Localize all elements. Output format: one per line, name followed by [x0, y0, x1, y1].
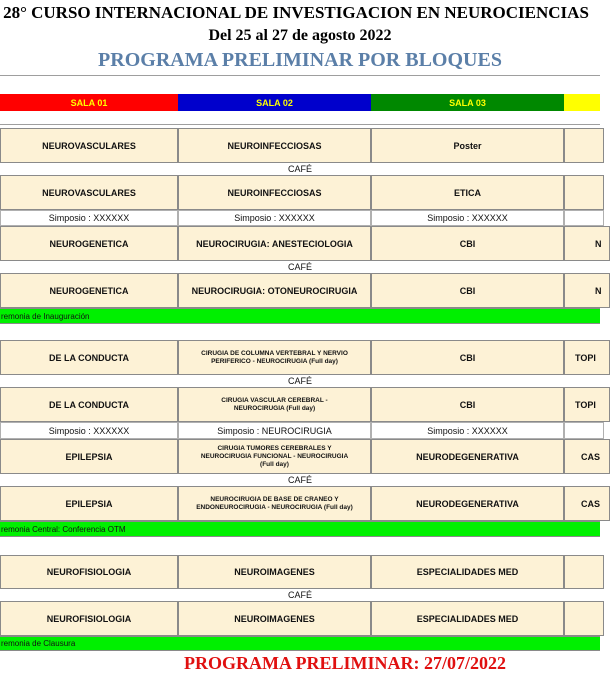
session-d2-b2-s2: CIRUGIA VASCULAR CEREBRAL - NEUROCIRUGIA (Full day) [178, 387, 371, 422]
session-d1-b1-s1: NEUROVASCULARES [0, 128, 178, 163]
event-dates: Del 25 al 27 de agosto 2022 [208, 27, 392, 44]
session-d1-b4-s3: CBI [371, 273, 564, 308]
coffee-break: CAFÉ [287, 262, 312, 272]
room-header-3: SALA 03 [371, 94, 564, 111]
symposium-d2-s3: Simposio : XXXXXX [371, 422, 564, 439]
session-d3-b2-s1: NEUROFISIOLOGIA [0, 601, 178, 636]
session-d1-b3-s2: NEUROCIRUGIA: ANESTECIOLOGIA [178, 226, 371, 261]
day-separator [0, 537, 600, 555]
session-d1-b3-s3: CBI [371, 226, 564, 261]
room-header-2: SALA 02 [178, 94, 371, 111]
session-d2-b2-s4: TOPI [564, 387, 610, 422]
session-d1-b2-s4 [564, 175, 604, 210]
symposium-d2-s1: Simposio : XXXXXX [0, 422, 178, 439]
symposium-d2-s2: Simposio : NEUROCIRUGIA [178, 422, 371, 439]
coffee-break: CAFÉ [287, 475, 312, 485]
session-d3-b2-s2: NEUROIMAGENES [178, 601, 371, 636]
ceremony-central: remonia Central: Conferencia OTM [0, 521, 600, 537]
session-d1-b1-s4 [564, 128, 604, 163]
session-d3-b1-s3: ESPECIALIDADES MED [371, 555, 564, 589]
ceremony-inauguration: remonia de Inauguración [0, 308, 600, 324]
divider [0, 124, 600, 125]
session-d1-b2-s1: NEUROVASCULARES [0, 175, 178, 210]
session-d2-b3-s2: CIRUGIA TUMORES CEREBRALES Y NEUROCIRUGIA FUNCIONAL - NEUROCIRUGIA (Full day) [178, 439, 371, 474]
session-d3-b1-s2: NEUROIMAGENES [178, 555, 371, 589]
coffee-break: CAFÉ [287, 590, 312, 600]
session-d3-b2-s3: ESPECIALIDADES MED [371, 601, 564, 636]
coffee-break: CAFÉ [287, 376, 312, 386]
program-subtitle: PROGRAMA PRELIMINAR POR BLOQUES [98, 49, 502, 71]
symposium-d1-s3: Simposio : XXXXXX [371, 210, 564, 226]
session-d2-b2-s3: CBI [371, 387, 564, 422]
session-d1-b1-s3: Poster [371, 128, 564, 163]
session-d2-b4-s3: NEURODEGENERATIVA [371, 486, 564, 521]
room-header-4 [564, 94, 600, 111]
symposium-d2-s4 [564, 422, 604, 439]
session-d3-b1-s4 [564, 555, 604, 589]
session-d2-b1-s2: CIRUGIA DE COLUMNA VERTEBRAL Y NERVIO PERIFERICO - NEUROCIRUGIA (Full day) [178, 340, 371, 375]
session-d1-b4-s2: NEUROCIRUGIA: OTONEUROCIRUGIA [178, 273, 371, 308]
coffee-break: CAFÉ [287, 164, 312, 174]
session-d1-b3-s4: N [564, 226, 610, 261]
session-d2-b1-s3: CBI [371, 340, 564, 375]
session-d1-b4-s1: NEUROGENETICA [0, 273, 178, 308]
session-d1-b1-s2: NEUROINFECCIOSAS [178, 128, 371, 163]
symposium-d1-s1: Simposio : XXXXXX [0, 210, 178, 226]
session-d2-b3-s4: CAS [564, 439, 610, 474]
session-d3-b2-s4 [564, 601, 604, 636]
session-d2-b2-s1: DE LA CONDUCTA [0, 387, 178, 422]
session-d1-b2-s2: NEUROINFECCIOSAS [178, 175, 371, 210]
session-d3-b1-s1: NEUROFISIOLOGIA [0, 555, 178, 589]
session-d2-b1-s1: DE LA CONDUCTA [0, 340, 178, 375]
day-separator [0, 324, 600, 340]
session-d2-b4-s2: NEUROCIRUGIA DE BASE DE CRANEO Y ENDONEUROCIRUGIA - NEUROCIRUGIA (Full day) [178, 486, 371, 521]
session-d2-b3-s1: EPILEPSIA [0, 439, 178, 474]
session-d2-b4-s1: EPILEPSIA [0, 486, 178, 521]
symposium-d1-s2: Simposio : XXXXXX [178, 210, 371, 226]
session-d1-b3-s1: NEUROGENETICA [0, 226, 178, 261]
symposium-d1-s4 [564, 210, 604, 226]
session-d1-b2-s3: ETICA [371, 175, 564, 210]
session-d1-b4-s4: N [564, 273, 610, 308]
session-d2-b3-s3: NEURODEGENERATIVA [371, 439, 564, 474]
event-title: 28° CURSO INTERNACIONAL DE INVESTIGACION EN NEUROCIENCIAS [3, 3, 589, 22]
session-d2-b1-s4: TOPI [564, 340, 610, 375]
ceremony-closing: remonia de Clausura [0, 636, 600, 651]
footer-preliminary-date: PROGRAMA PRELIMINAR: 27/07/2022 [184, 653, 506, 673]
divider [0, 75, 600, 76]
session-d2-b4-s4: CAS [564, 486, 610, 521]
room-header-1: SALA 01 [0, 94, 178, 111]
